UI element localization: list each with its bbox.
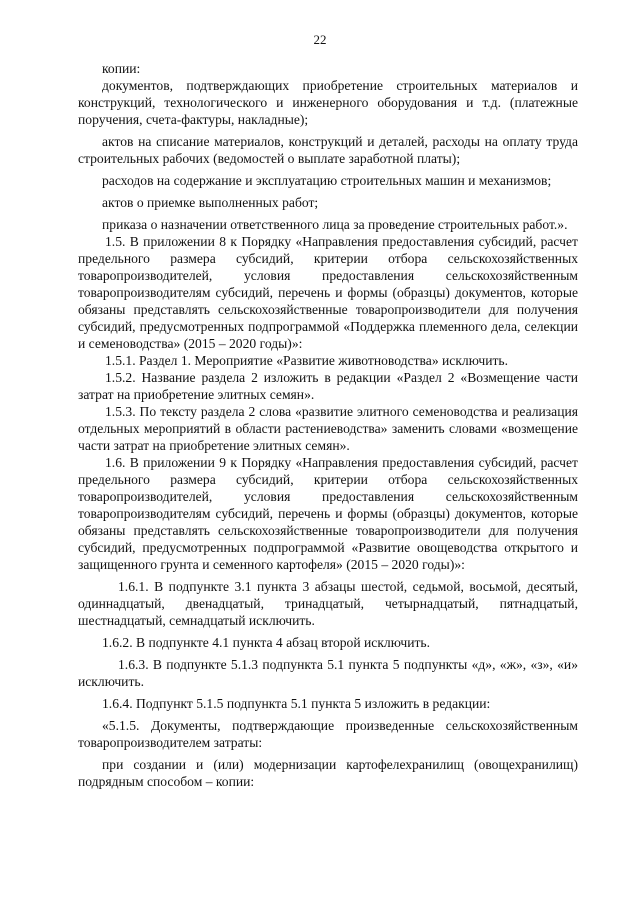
paragraph-acts-writeoff: актов на списание материалов, конструкций и деталей, расходы на оплату труда строительных рабочих (ведомостей о выплате заработной платы); (78, 134, 578, 166)
paragraph-1-5-1: 1.5.1. Раздел 1. Мероприятие «Развитие животноводства» исключить. (105, 353, 509, 368)
paragraph-1-6-3: 1.6.3. В подпункте 5.1.3 подпункта 5.1 пункта 5 подпункты «д», «ж», «з», «и» исключить. (78, 657, 578, 689)
paragraph-1-5-2: 1.5.2. Название раздела 2 изложить в редакции «Раздел 2 «Возмещение части затрат на приобретение элитных семян». (78, 370, 578, 402)
paragraph-1-5: 1.5. В приложении 8 к Порядку «Направления предоставления субсидий, расчет предельного размера субсидий, критерии отбора сельскохозяйственных товаропроизводителей, условия предоставления сельскохозяйственным товаропроизводителям субсидий, перечень и формы (образцы) документов, которые обязаны представлять сельскохозяйственные товаропроизводители для получения субсидий, предусмотренных подпрограммой «Поддержка племенного дела, селекции и семеноводства» (2015 – 2020 годы)»: (78, 234, 578, 351)
paragraph-kopii: копии: (102, 61, 141, 76)
paragraph-expenses: расходов на содержание и эксплуатацию строительных машин и механизмов; (102, 173, 552, 188)
paragraph-1-6-1: 1.6.1. В подпункте 3.1 пункта 3 абзацы шестой, седьмой, восьмой, десятый, одиннадцатый, двенадцатый, тринадцатый, четырнадцатый, пятнадцатый, шестнадцатый, семнадцатый исключить. (78, 579, 578, 628)
page-number: 22 (313, 32, 327, 47)
paragraph-1-6: 1.6. В приложении 9 к Порядку «Направления предоставления субсидий, расчет предельного размера субсидий, критерии отбора сельскохозяйственных товаропроизводителей, условия предоставления сельскохозяйственным товаропроизводителям субсидий, перечень и формы (образцы) документов, которые обязаны представлять сельскохозяйственные товаропроизводители для получения субсидий, предусмотренных подпрограммой «Развитие овощеводства открытого и защищенного грунта и семенного картофеля» (2015 – 2020 годы)»: (78, 455, 578, 572)
paragraph-order: приказа о назначении ответственного лица за проведение строительных работ.». (102, 217, 568, 232)
paragraph-5-1-5: «5.1.5. Документы, подтверждающие произведенные сельскохозяйственным товаропроизводителем затраты: (78, 718, 578, 750)
paragraph-acts-acceptance: актов о приемке выполненных работ; (102, 195, 319, 210)
paragraph-documents: документов, подтверждающих приобретение строительных материалов и конструкций, технологического и инженерного оборудования и т.д. (платежные поручения, счета-фактуры, накладные); (78, 78, 578, 127)
paragraph-construction: при создании и (или) модернизации картофелехранилищ (овощехранилищ) подрядным способом – копии: (78, 757, 578, 789)
paragraph-1-6-2: 1.6.2. В подпункте 4.1 пункта 4 абзац второй исключить. (102, 635, 431, 650)
paragraph-1-5-3: 1.5.3. По тексту раздела 2 слова «развитие элитного семеноводства и реализация отдельных мероприятий в области растениеводства» заменить словами «возмещение части затрат на приобретение элитных семян». (78, 404, 578, 453)
document-body (78, 60, 578, 790)
paragraph-1-6-4: 1.6.4. Подпункт 5.1.5 подпункта 5.1 пункта 5 изложить в редакции: (102, 696, 491, 711)
